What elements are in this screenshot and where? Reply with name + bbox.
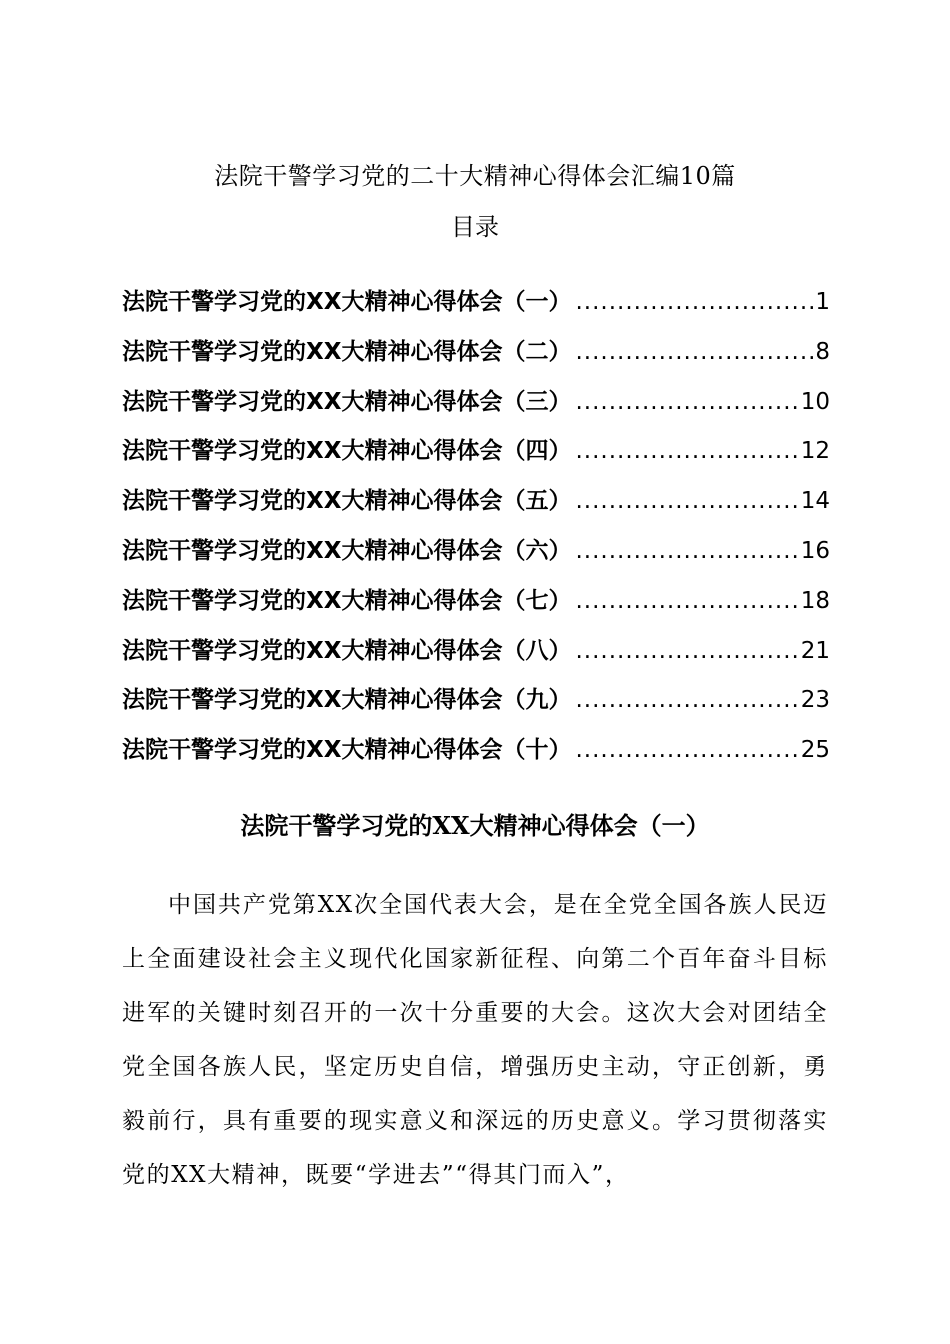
toc-entry-page: 16 (800, 537, 830, 564)
toc-entry-page: 14 (800, 488, 830, 515)
toc-leader-dots (575, 680, 798, 720)
toc-entry-label: 法院干警学习党的XX大精神心得体会（八） (122, 637, 572, 664)
section-heading: 法院干警学习党的XX大精神心得体会（一） (240, 811, 710, 840)
toc-entry-label: 法院干警学习党的XX大精神心得体会（五） (122, 488, 572, 515)
toc-entry-label: 法院干警学习党的XX大精神心得体会（二） (122, 338, 572, 365)
toc-leader-dots (575, 382, 798, 422)
toc-entry-page: 12 (800, 438, 830, 465)
toc-entry[interactable] (122, 282, 830, 332)
toc-entry-label: 法院干警学习党的XX大精神心得体会（九） (122, 687, 572, 714)
toc-entry-page: 8 (815, 338, 830, 365)
toc-entry-label: 法院干警学习党的XX大精神心得体会（七） (122, 587, 572, 614)
toc-leader-dots (575, 431, 798, 471)
toc-entry[interactable] (122, 481, 830, 531)
toc-entry-page: 18 (800, 587, 830, 614)
toc-entry[interactable] (122, 680, 830, 730)
toc-entry-label: 法院干警学习党的XX大精神心得体会（十） (122, 737, 572, 764)
toc-leader-dots (575, 581, 798, 621)
toc-leader-dots (575, 481, 798, 521)
toc-entry[interactable] (122, 431, 830, 481)
toc-entry-label: 法院干警学习党的XX大精神心得体会（六） (122, 537, 572, 564)
toc-entry[interactable] (122, 581, 830, 631)
toc-entry-label: 法院干警学习党的XX大精神心得体会（四） (122, 438, 572, 465)
toc-entry[interactable] (122, 531, 830, 581)
toc-entry-page: 23 (800, 687, 830, 714)
toc-entry-page: 25 (800, 737, 830, 764)
toc-leader-dots (575, 282, 813, 322)
toc-entry[interactable] (122, 730, 830, 780)
document-title: 法院干警学习党的二十大精神心得体会汇编10篇 (214, 162, 736, 190)
body-paragraph: 中国共产党第XX次全国代表大会，是在全党全国各族人民迈上全面建设社会主义现代化国家新征程、向第二个百年奋斗目标进军的关键时刻召开的一次十分重要的大会。这次大会对团结全党全国各族人民，坚定历史自信，增强历史主动，守正创新，勇毅前行，具有重要的现实意义和深远的历史意义。学习贯彻落实党的XX大精神，既要“学进去”“得其门而入”， (122, 892, 828, 1188)
toc-leader-dots (575, 730, 798, 770)
table-of-contents (122, 282, 830, 780)
toc-entry-label: 法院干警学习党的XX大精神心得体会（三） (122, 388, 572, 415)
toc-heading: 目录 (451, 213, 499, 241)
toc-entry-label: 法院干警学习党的XX大精神心得体会（一） (122, 289, 572, 315)
toc-entry[interactable] (122, 332, 830, 382)
toc-entry[interactable] (122, 631, 830, 681)
toc-entry-page: 21 (800, 637, 830, 664)
toc-entry[interactable] (122, 382, 830, 432)
toc-entry-page: 1 (815, 289, 830, 315)
toc-leader-dots (575, 531, 798, 571)
toc-leader-dots (575, 332, 813, 372)
toc-leader-dots (575, 631, 798, 671)
toc-entry-page: 10 (800, 388, 830, 415)
